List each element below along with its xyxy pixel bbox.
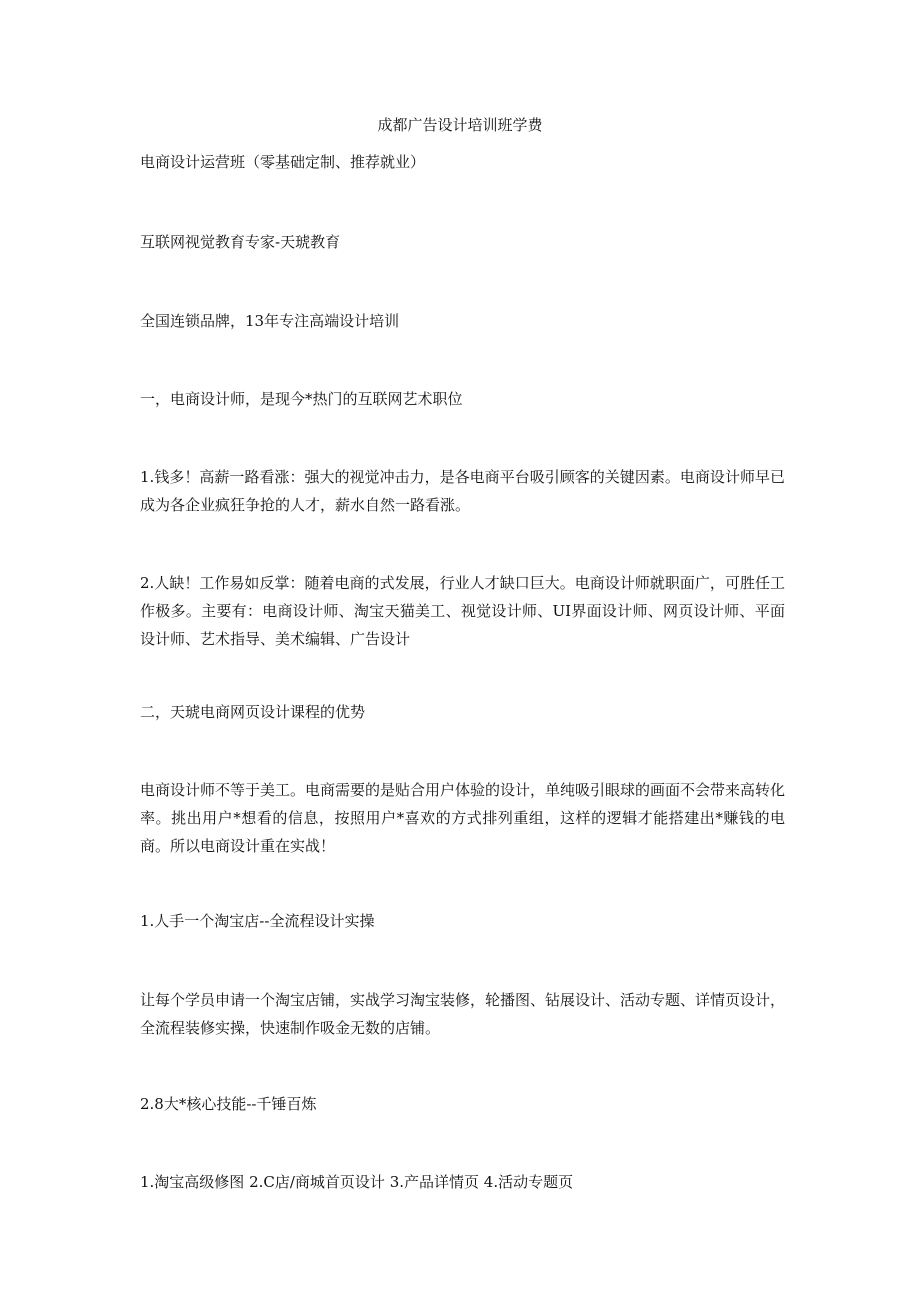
section-heading-2: 二，天琥电商网页设计课程的优势 — [140, 703, 366, 721]
paragraph-demand: 2.人缺！工作易如反掌：随着电商的式发展，行业人才缺口巨大。电商设计师就职面广，可胜任工作极多。主要有：电商设计师、淘宝天猫美工、视觉设计师、UI界面设计师、网页设计师、平面设计师、艺术指导、美术编辑、广告设计 — [140, 574, 785, 648]
paragraph-skills-list: 1.淘宝高级修图 2.C店/商城首页设计 3.产品详情页 4.活动专题页 — [140, 1173, 574, 1191]
paragraph-taobao-store: 让每个学员申请一个淘宝店铺，实战学习淘宝装修，轮播图、钻展设计、活动专题、详情页设计，全流程装修实操，快速制作吸金无数的店铺。 — [140, 991, 786, 1037]
paragraph-chain: 全国连锁品牌，13年专注高端设计培训 — [140, 312, 400, 330]
paragraph-point-2: 2.8大*核心技能--千锤百炼 — [140, 1095, 317, 1113]
paragraph-advantage: 电商设计师不等于美工。电商需要的是贴合用户体验的设计，单纯吸引眼球的画面不会带来高转化率。挑出用户*想看的信息，按照用户*喜欢的方式排列重组，这样的逻辑才能搭建出*赚钱的电商。所以电商设计重在实战！ — [140, 781, 786, 855]
paragraph-brand: 互联网视觉教育专家-天琥教育 — [140, 233, 341, 251]
paragraph-point-1: 1.人手一个淘宝店--全流程设计实操 — [140, 912, 375, 930]
section-heading-1: 一，电商设计师，是现今*热门的互联网艺术职位 — [140, 390, 463, 408]
document-title: 成都广告设计培训班学费 — [377, 116, 543, 134]
paragraph-salary: 1.钱多！高薪一路看涨：强大的视觉冲击力，是各电商平台吸引顾客的关键因素。电商设计师早已成为各企业疯狂争抢的人才，薪水自然一路看涨。 — [140, 468, 785, 514]
paragraph-course-name: 电商设计运营班（零基础定制、推荐就业） — [140, 153, 426, 171]
